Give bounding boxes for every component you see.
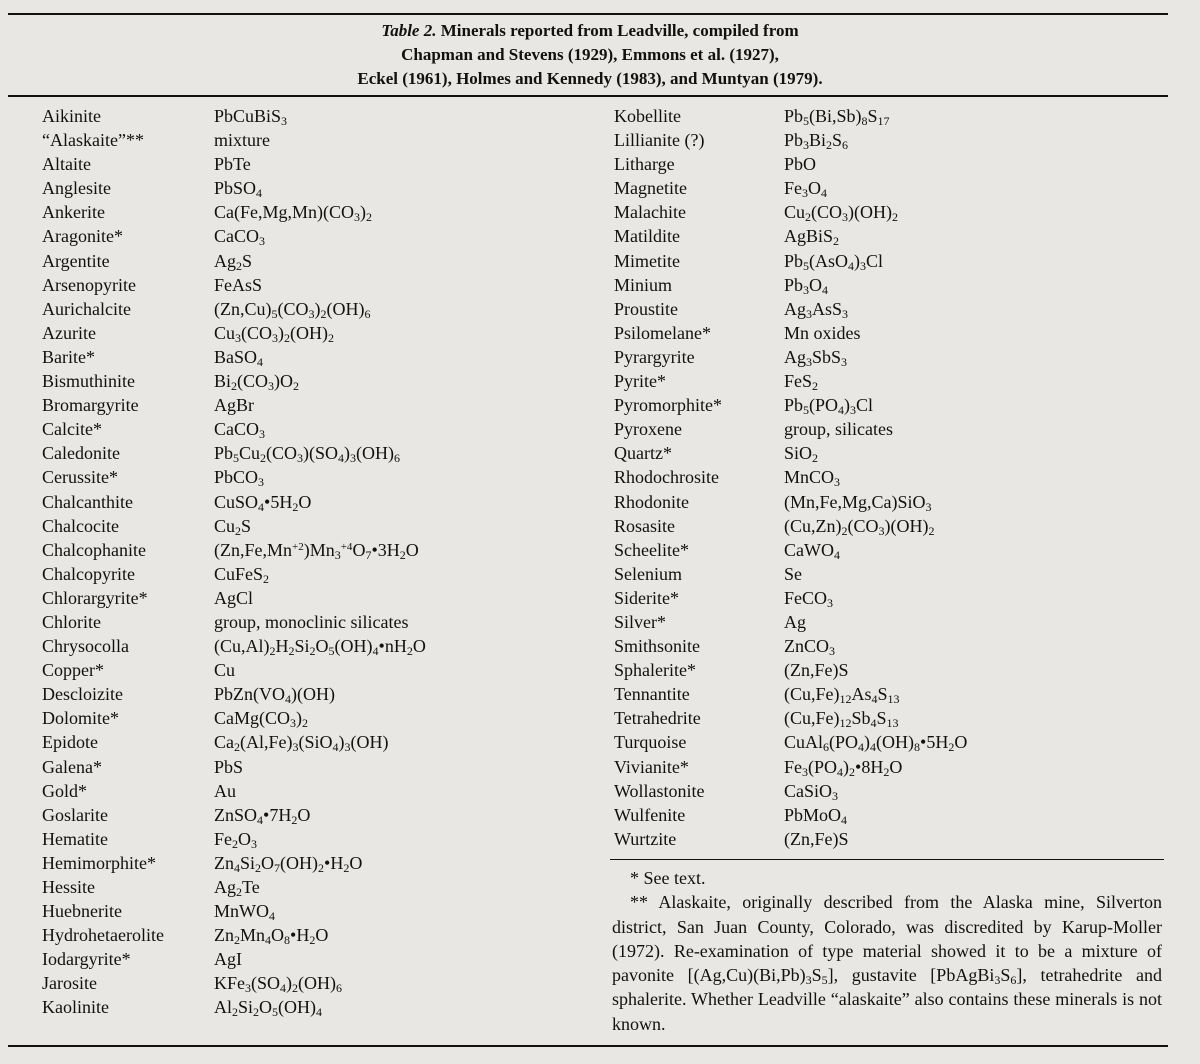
- mineral-formula: $(Cu,Fe)_{12}Sb_4S_{13}$: [784, 708, 899, 731]
- mineral-formula: Au: [214, 780, 236, 801]
- mineral-name: Lillianite (?): [614, 130, 705, 151]
- mineral-formula: group, silicates: [784, 419, 893, 440]
- mineral-formula: CaCO$_3$: [214, 226, 265, 249]
- mineral-name: Dolomite*: [42, 708, 119, 729]
- mineral-formula: CuFeS$_2$: [214, 563, 270, 586]
- mineral-name: Wurtzite: [614, 828, 677, 849]
- mineral-name: Bromargyrite: [42, 395, 139, 416]
- mineral-name: Rosasite: [614, 515, 675, 536]
- mineral-formula: $Cu_2S$: [214, 515, 252, 538]
- mineral-name: Pyromorphite*: [614, 395, 722, 416]
- mineral-formula: PbTe: [214, 154, 251, 175]
- mineral-formula: $Pb_5Cu_2(CO_3)(SO_4)_3(OH)_6$: [214, 443, 401, 466]
- mineral-formula: BaSO$_4$: [214, 346, 264, 369]
- mineral-name: Argentite: [42, 250, 110, 271]
- mineral-formula: AgBiS$_2$: [784, 226, 840, 249]
- mineral-formula: PbCuBiS$_3$: [214, 106, 288, 128]
- mineral-name: Rhodonite: [614, 491, 689, 512]
- mineral-name: Mimetite: [614, 250, 680, 271]
- mineral-name: Epidote: [42, 732, 98, 753]
- mineral-formula: $KFe_3(SO_4)_2(OH)_6$: [214, 973, 343, 996]
- mineral-formula: $Ag_3AsS_3$: [784, 298, 849, 321]
- mineral-name: Pyroxene: [614, 419, 682, 440]
- mineral-name: Kobellite: [614, 106, 681, 126]
- mineral-name: Matildite: [614, 226, 680, 247]
- mineral-formula: $Cu_3(CO_3)_2(OH)_2$: [214, 322, 335, 345]
- mineral-formula: $Zn_4Si_2O_7(OH)_2•H_2O$: [214, 852, 363, 875]
- mineral-name: Huebnerite: [42, 901, 122, 922]
- mineral-name: Tetrahedrite: [614, 708, 701, 729]
- mineral-formula: FeCO$_3$: [784, 587, 834, 610]
- mineral-formula: CaCO$_3$: [214, 419, 265, 442]
- mineral-name: Litharge: [614, 154, 675, 175]
- mineral-name: Pyrite*: [614, 371, 666, 392]
- mineral-formula: Mn oxides: [784, 322, 861, 343]
- mineral-name: Pyrargyrite: [614, 346, 695, 367]
- mineral-formula: $Zn_2Mn_4O_8•H_2O$: [214, 925, 329, 948]
- mineral-formula: PbSO$_4$: [214, 178, 263, 201]
- mineral-formula: group, monoclinic silicates: [214, 611, 409, 632]
- mineral-formula: (Zn,Fe)S: [784, 828, 849, 849]
- mineral-formula: PbS: [214, 756, 244, 777]
- mineral-name: Anglesite: [42, 178, 111, 199]
- mineral-name: Cerussite*: [42, 467, 118, 488]
- mineral-name: Galena*: [42, 756, 102, 777]
- mineral-name: Chlorite: [42, 611, 101, 632]
- mineral-name: Minium: [614, 274, 673, 295]
- mineral-name: Altaite: [42, 154, 91, 175]
- mineral-formula: CaSiO$_3$: [784, 780, 839, 803]
- mineral-formula: FeAsS: [214, 274, 263, 295]
- mineral-name: Azurite: [42, 322, 96, 343]
- mineral-formula: $Ag_2Te$: [214, 877, 260, 899]
- mineral-name: Silver*: [614, 611, 666, 632]
- mineral-name: Chalcophanite: [42, 539, 146, 560]
- mineral-name: Aikinite: [42, 106, 101, 126]
- mineral-formula: $Pb_5(AsO_4)_3Cl$: [784, 250, 884, 273]
- footnote-single: * See text.: [630, 868, 706, 888]
- mineral-name: Kaolinite: [42, 997, 109, 1018]
- mineral-formula: $Ca(Fe,Mg,Mn)(CO_3)_2$: [214, 202, 372, 225]
- mineral-formula: $Fe_2O_3$: [214, 828, 257, 851]
- mineral-name: Aragonite*: [42, 226, 123, 247]
- mineral-name: Wulfenite: [614, 804, 686, 825]
- mineral-formula: CaWO$_4$: [784, 539, 840, 562]
- mineral-name: Smithsonite: [614, 636, 701, 657]
- mineral-formula: Cu: [214, 660, 236, 681]
- caption-line-3: Eckel (1961), Holmes and Kennedy (1983), and Muntyan (1979).: [357, 69, 823, 88]
- mineral-name: Iodargyrite*: [42, 949, 131, 970]
- mineral-name: Goslarite: [42, 804, 108, 825]
- mineral-formula: (Zn,Fe)S: [784, 660, 849, 681]
- mineral-formula: Ag: [784, 611, 806, 632]
- mineral-formula: MnWO$_4$: [214, 901, 275, 924]
- top-rule: [8, 13, 1168, 15]
- mineral-name: Wollastonite: [614, 780, 705, 801]
- header-rule: [8, 95, 1168, 97]
- table-caption: [0, 19, 1180, 91]
- mineral-formula: $Pb_5(Bi,Sb)_8S_{17}$: [784, 106, 890, 128]
- mineral-formula: $PbZn(VO_4)(OH)$: [214, 684, 335, 707]
- caption-lead: Table 2.: [381, 21, 437, 40]
- mineral-formula: $CaMg(CO_3)_2$: [214, 708, 308, 731]
- mineral-name: Copper*: [42, 660, 104, 681]
- mineral-formula: ZnCO$_3$: [784, 636, 835, 659]
- mineral-formula: $ZnSO_4•7H_2O$: [214, 804, 311, 827]
- caption-line-2: Chapman and Stevens (1929), Emmons et al. (1927),: [401, 45, 779, 64]
- mineral-formula: PbO: [784, 154, 817, 175]
- mineral-name: Arsenopyrite: [42, 274, 136, 295]
- mineral-name: Descloizite: [42, 684, 123, 705]
- mineral-name: Tennantite: [614, 684, 690, 705]
- mineral-formula: AgI: [214, 949, 242, 970]
- mineral-formula: $Fe_3(PO_4)_2•8H_2O$: [784, 756, 903, 779]
- mineral-formula: $(Cu,Zn)_2(CO_3)(OH)_2$: [784, 515, 935, 538]
- mineral-formula: mixture: [214, 130, 270, 151]
- caption-line-1: [0, 19, 1180, 43]
- mineral-name: Chalcanthite: [42, 491, 133, 512]
- mineral-name: Gold*: [42, 780, 87, 801]
- mineral-name: “Alaskaite”**: [42, 130, 144, 151]
- mineral-name: Jarosite: [42, 973, 97, 994]
- mineral-formula: (Mn,Fe,Mg,Ca)SiO$_3$: [784, 491, 932, 514]
- mineral-name: Aurichalcite: [42, 298, 131, 319]
- mineral-formula: $(Cu,Fe)_{12}As_4S_{13}$: [784, 684, 900, 707]
- mineral-formula: $(Cu,Al)_2H_2Si_2O_5(OH)_4•nH_2O$: [214, 636, 426, 659]
- mineral-name: Calcite*: [42, 419, 102, 440]
- mineral-name: Hematite: [42, 828, 108, 849]
- mineral-formula: $Al_2Si_2O_5(OH)_4$: [214, 997, 323, 1020]
- mineral-name: Chlorargyrite*: [42, 587, 148, 608]
- mineral-name: Chrysocolla: [42, 636, 129, 657]
- mineral-formula: PbCO$_3$: [214, 467, 265, 490]
- mineral-name: Hessite: [42, 877, 95, 897]
- mineral-formula: $CuSO_4•5H_2O$: [214, 491, 312, 514]
- mineral-formula: $(Zn,Cu)_5(CO_3)_2(OH)_6$: [214, 298, 371, 321]
- mineral-formula: $Ag_3SbS_3$: [784, 346, 848, 369]
- mineral-formula: SiO$_2$: [784, 443, 819, 466]
- mineral-formula: $Pb_3O_4$: [784, 274, 829, 297]
- mineral-name: Chalcocite: [42, 515, 119, 536]
- mineral-formula: MnCO$_3$: [784, 467, 841, 490]
- mineral-name: Hemimorphite*: [42, 852, 156, 873]
- mineral-formula: $Pb_3Bi_2S_6$: [784, 130, 849, 153]
- mineral-name: Vivianite*: [614, 756, 689, 777]
- mineral-formula: $(Zn,Fe,Mn^{+2})Mn_3^{+4}O_7•3H_2O$: [214, 539, 419, 562]
- mineral-name: Siderite*: [614, 587, 679, 608]
- mineral-formula: $CuAl_6(PO_4)_4(OH)_8•5H_2O$: [784, 732, 968, 755]
- mineral-formula: Se: [784, 563, 802, 584]
- mineral-name: Rhodochrosite: [614, 467, 719, 488]
- mineral-formula: AgCl: [214, 587, 254, 608]
- mineral-formula: $Fe_3O_4$: [784, 178, 827, 201]
- mineral-formula: $Bi_2(CO_3)O_2$: [214, 371, 300, 394]
- mineral-name: Selenium: [614, 563, 682, 584]
- mineral-name: Sphalerite*: [614, 660, 696, 681]
- mineral-name: Quartz*: [614, 443, 672, 464]
- bottom-rule: [8, 1045, 1168, 1047]
- mineral-formula: FeS$_2$: [784, 371, 819, 394]
- mineral-formula: $Cu_2(CO_3)(OH)_2$: [784, 202, 898, 225]
- mineral-formula: $Ca_2(Al,Fe)_3(SiO_4)_3(OH)$: [214, 732, 389, 755]
- footnotes: [612, 866, 1162, 1036]
- mineral-name: Scheelite*: [614, 539, 689, 560]
- mineral-name: Caledonite: [42, 443, 120, 464]
- mineral-name: Hydrohetaerolite: [42, 925, 164, 946]
- mineral-formula: AgBr: [214, 395, 254, 416]
- mineral-name: Magnetite: [614, 178, 687, 199]
- mineral-name: Malachite: [614, 202, 686, 223]
- mineral-formula: PbMoO$_4$: [784, 804, 848, 827]
- mineral-name: Ankerite: [42, 202, 105, 223]
- caption-text-1: Minerals reported from Leadville, compiled from: [440, 21, 799, 40]
- mineral-formula: $Pb_5(PO_4)_3Cl$: [784, 395, 874, 418]
- mineral-name: Turquoise: [614, 732, 687, 753]
- footnote-double: ** Alaskaite, originally described from the Alaska mine, Silverton district, San Juan County, Colorado, was discredited by Karup-Moller (1972). Re-examination of type material showed it to be a mixture of pavonite $[(Ag,Cu)(Bi,Pb)_3S_5]$, gustavite $[PbAgBi_3S_6]$, tetrahedrite and sphalerite. Whether Leadville “alaskaite” also contains these minerals is not known.: [612, 892, 1162, 1034]
- mineral-name: Chalcopyrite: [42, 563, 135, 584]
- mineral-name: Psilomelane*: [614, 322, 711, 343]
- mineral-name: Bismuthinite: [42, 371, 136, 392]
- mineral-name: Proustite: [614, 298, 679, 319]
- footnote-rule: [610, 859, 1164, 860]
- mineral-formula: $Ag_2S$: [214, 250, 253, 273]
- mineral-name: Barite*: [42, 346, 95, 367]
